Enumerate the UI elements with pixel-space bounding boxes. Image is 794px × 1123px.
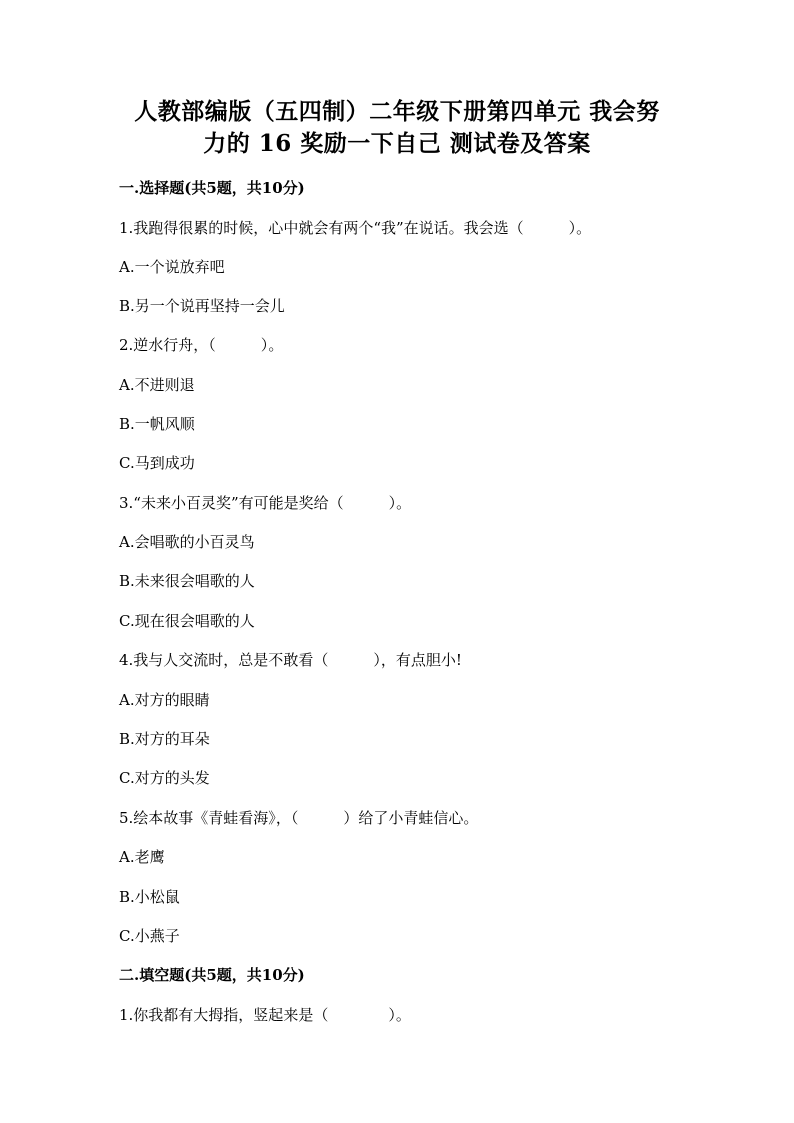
option-3c: C.现在很会唱歌的人 <box>119 612 255 630</box>
page-title-line-1: 人教部编版（五四制）二年级下册第四单元 我会努 <box>134 98 660 125</box>
option-3b: B.未来很会唱歌的人 <box>119 572 255 590</box>
option-1b: B.另一个说再坚持一会儿 <box>119 297 285 315</box>
option-1a: A.一个说放弃吧 <box>119 258 225 276</box>
option-2b: B.一帆风顺 <box>119 415 195 433</box>
question-1: 1.我跑得很累的时候，心中就会有两个“我”在说话。我会选（ ）。 <box>119 219 592 237</box>
option-4a: A.对方的眼睛 <box>119 691 210 709</box>
question-2: 2.逆水行舟，（ ）。 <box>119 336 284 354</box>
question-5: 5.绘本故事《青蛙看海》，（ ）给了小青蛙信心。 <box>119 809 479 827</box>
page-title-line-2: 力的 16 奖励一下自己 测试卷及答案 <box>203 130 591 157</box>
option-3a: A.会唱歌的小百灵鸟 <box>119 533 255 551</box>
option-5a: A.老鹰 <box>119 848 165 866</box>
section-heading-choice: 一.选择题(共5题，共10分) <box>119 179 305 197</box>
option-5b: B.小松鼠 <box>119 888 180 906</box>
option-4c: C.对方的头发 <box>119 769 210 787</box>
option-2c: C.马到成功 <box>119 454 195 472</box>
question-4: 4.我与人交流时，总是不敢看（ ），有点胆小! <box>119 651 462 669</box>
question-3: 3.“未来小百灵奖”有可能是奖给（ ）。 <box>119 494 412 512</box>
option-5c: C.小燕子 <box>119 927 180 945</box>
section-heading-fill-blank: 二.填空题(共5题，共10分) <box>119 966 305 984</box>
fill-question-1: 1.你我都有大拇指，竖起来是（ ）。 <box>119 1006 411 1024</box>
option-4b: B.对方的耳朵 <box>119 730 210 748</box>
option-2a: A.不进则退 <box>119 376 195 394</box>
